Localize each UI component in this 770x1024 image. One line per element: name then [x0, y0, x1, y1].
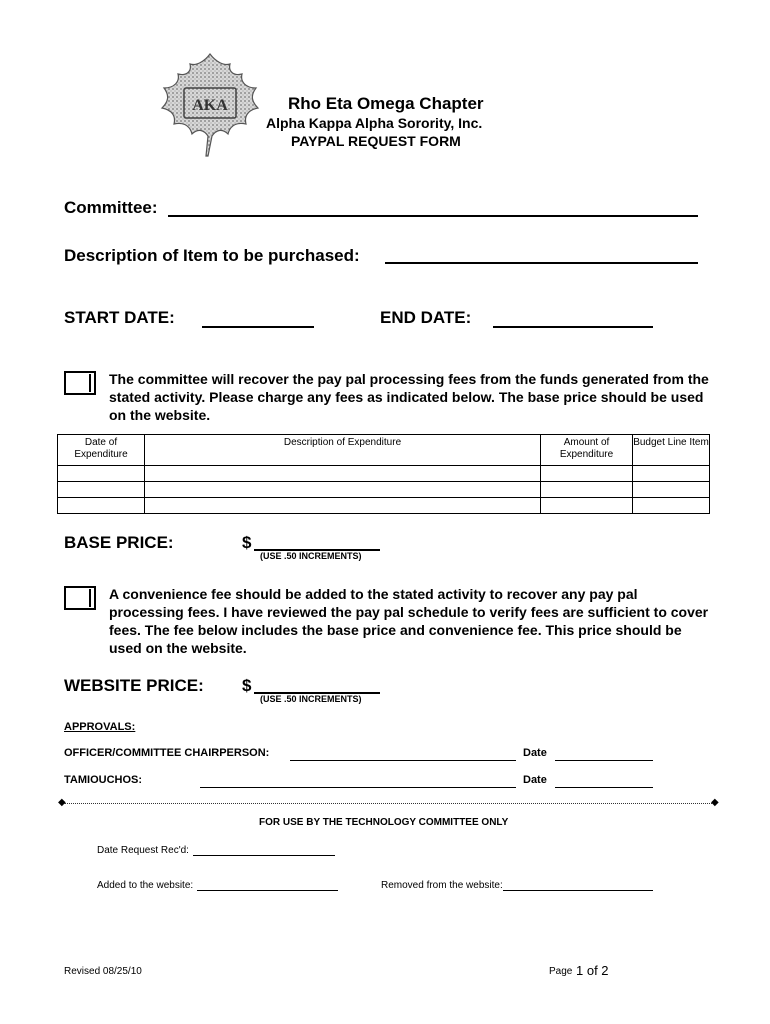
base-price-label: BASE PRICE:	[64, 533, 174, 552]
chapter-title: Rho Eta Omega Chapter	[288, 94, 484, 113]
table-row[interactable]	[58, 482, 710, 498]
end-date-field[interactable]	[493, 326, 653, 328]
officer-date-field[interactable]	[555, 760, 653, 761]
col-budget: Budget Line Item	[633, 435, 710, 466]
tamiouchos-label: TAMIOUCHOS:	[64, 774, 143, 786]
removed-label: Removed from the website:	[381, 880, 503, 891]
option2-text: A convenience fee should be added to the stated activity to recover any pay pal processing fees. I have reviewed the pay pal schedule to verify fees are sufficient to cover fees. The fee below includes the base price and convenience fee. This price should be used on the website.	[109, 586, 709, 656]
start-date-field[interactable]	[202, 326, 314, 328]
description-label: Description of Item to be purchased:	[64, 246, 360, 265]
end-date-label: END DATE:	[380, 308, 472, 327]
page-number: 1 of 2	[576, 963, 609, 978]
revised-date: Revised 08/25/10	[64, 966, 142, 977]
separator-diamond-left-icon: ◆	[58, 797, 66, 808]
website-price-note: (USE .50 INCREMENTS)	[260, 694, 362, 704]
committee-field[interactable]	[168, 215, 698, 217]
form-title: PAYPAL REQUEST FORM	[291, 133, 461, 149]
tamiouchos-date-field[interactable]	[555, 787, 653, 788]
separator-diamond-right-icon: ◆	[711, 797, 719, 808]
description-field[interactable]	[385, 262, 698, 264]
approvals-heading: APPROVALS:	[64, 721, 136, 733]
website-price-label: WEBSITE PRICE:	[64, 676, 204, 695]
base-price-currency: $	[242, 533, 252, 552]
added-label: Added to the website:	[97, 880, 194, 891]
section-divider	[64, 803, 714, 804]
col-description: Description of Expenditure	[145, 435, 541, 466]
col-date: Date of Expenditure	[58, 435, 145, 466]
officer-signature-field[interactable]	[290, 760, 516, 761]
added-field[interactable]	[197, 890, 338, 891]
col-amount: Amount of Expenditure	[541, 435, 633, 466]
recover-fees-checkbox[interactable]	[64, 371, 96, 395]
table-row[interactable]	[58, 498, 710, 514]
convenience-fee-checkbox[interactable]	[64, 586, 96, 610]
website-price-currency: $	[242, 676, 252, 695]
committee-label: Committee:	[64, 198, 158, 217]
start-date-label: START DATE:	[64, 308, 175, 327]
ivy-leaf-logo	[160, 52, 260, 158]
expenditure-table	[57, 434, 710, 514]
tech-heading: FOR USE BY THE TECHNOLOGY COMMITTEE ONLY	[259, 817, 509, 828]
option1-text: The committee will recover the pay pal processing fees from the funds generated from the stated activity. Please charge any fees as indicated below. The base price should be used on the website.	[109, 371, 709, 423]
tamiouchos-signature-field[interactable]	[200, 787, 516, 788]
officer-date-label: Date	[523, 747, 547, 759]
svg-text:ΑΚΑ: ΑΚΑ	[192, 97, 228, 114]
removed-field[interactable]	[503, 890, 653, 891]
date-received-field[interactable]	[193, 855, 335, 856]
base-price-note: (USE .50 INCREMENTS)	[260, 551, 362, 561]
sorority-name: Alpha Kappa Alpha Sorority, Inc.	[266, 115, 483, 131]
tamiouchos-date-label: Date	[523, 774, 547, 786]
table-row[interactable]	[58, 466, 710, 482]
date-received-label: Date Request Rec'd:	[97, 845, 189, 856]
page-label: Page	[549, 966, 573, 977]
officer-label: OFFICER/COMMITTEE CHAIRPERSON:	[64, 747, 270, 759]
